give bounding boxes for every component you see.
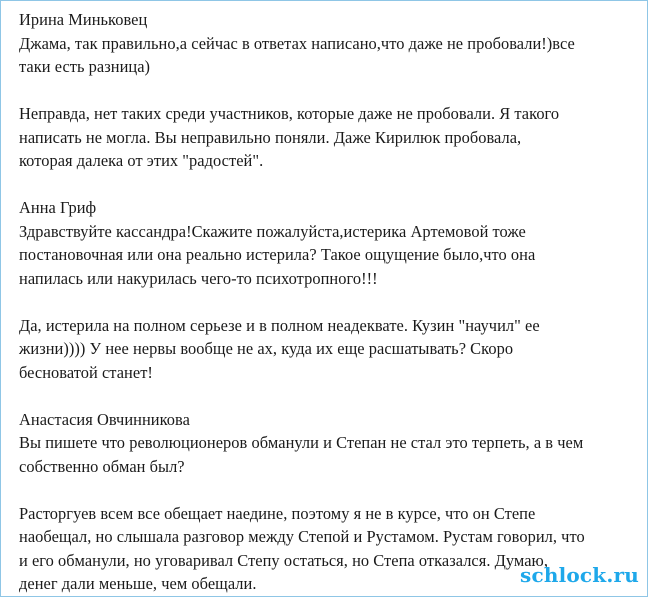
answer-text-line: Да, истерила на полном серьезе и в полном неадеквате. Кузин "научил" ее [19, 315, 540, 335]
question-text-line: Джама, так правильно,а сейчас в ответах написано,что даже не пробовали!)все [19, 33, 575, 53]
paragraph-gap [19, 290, 634, 314]
author-name: Анна Гриф [19, 198, 97, 217]
answer-text-line: наобещал, но слышала разговор между Степой и Рустамом. Рустам говорил, что [19, 527, 585, 546]
author-name: Ирина Миньковец [19, 10, 148, 29]
paragraph-gap [19, 79, 634, 103]
answer-text-line: которая далека от этих "радостей". [19, 151, 264, 170]
answer-text-line: Неправда, нет таких среди участников, которые даже не пробовали. Я такого [19, 104, 560, 123]
question-text-line: таки есть разница) [19, 57, 151, 76]
paragraph-gap [19, 384, 634, 408]
question-text-line: Здравствуйте кассандра!Скажите пожалуйста,истерика Артемовой тоже [19, 221, 526, 241]
answer-text-line: бесноватой станет! [19, 362, 153, 382]
question-text-line: постановочная или она реально истерила? Такое ощущение было,что она [19, 245, 536, 264]
question-text-line: собственно обман был? [19, 456, 185, 476]
answer-text-line: написать не могла. Вы неправильно поняли. Даже Кирилюк пробовала, [19, 127, 522, 147]
question-text-line: Вы пишете что революционеров обманули и Степан не стал это терпеть, а в чем [19, 433, 584, 452]
paragraph-gap [19, 173, 634, 197]
answer-text-line: жизни)))) У нее нервы вообще не ах, куда их еще расшатывать? Скоро [19, 339, 514, 358]
question-text-line: напилась или накурилась чего-то психотропного!!! [19, 268, 378, 288]
paragraph-gap [19, 478, 634, 502]
answer-text-line: денег дали меньше, чем обещали. [19, 574, 257, 593]
author-name: Анастасия Овчинникова [19, 409, 190, 429]
answer-text-line: и его обманули, но уговаривал Степу остаться, но Степа отказался. Думаю, [19, 550, 548, 570]
qa-document [19, 8, 634, 596]
answer-text-line: Расторгуев всем все обещает наедине, поэтому я не в курсе, что он Степе [19, 503, 536, 523]
site-watermark: schlock.ru [520, 563, 639, 587]
